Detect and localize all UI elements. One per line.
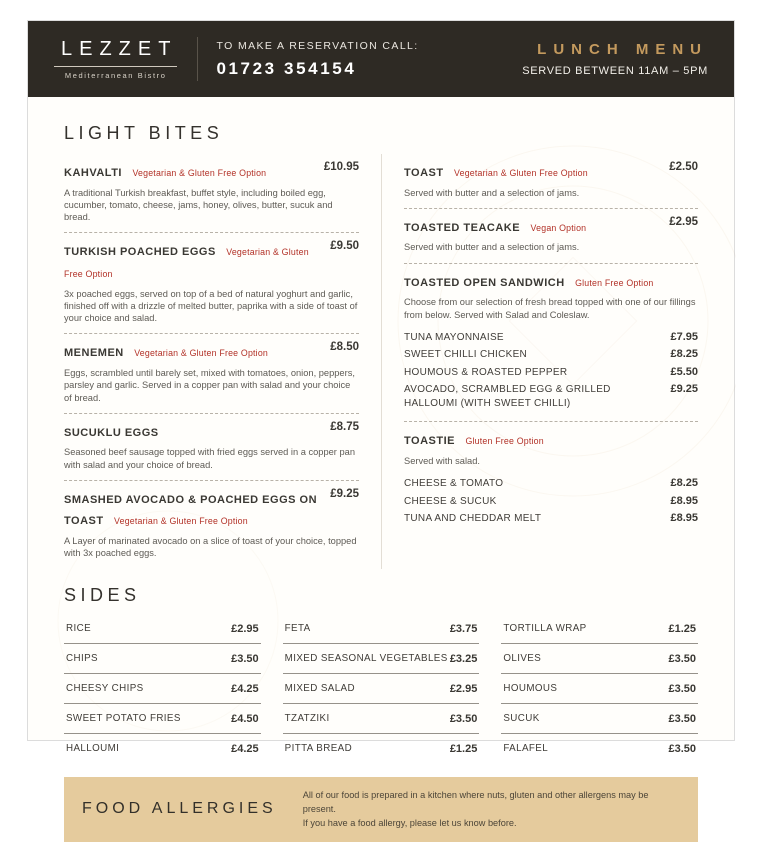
option-price: £8.25 [670, 348, 698, 361]
menu-item-title [64, 161, 324, 183]
light-bites-right-column [381, 154, 698, 569]
reservation-block [216, 40, 418, 79]
side-name: FALAFEL [503, 743, 549, 755]
option-row [404, 329, 698, 347]
menu-item-header [404, 271, 698, 293]
side-price: £1.25 [449, 742, 478, 755]
menu-item-price: £10.95 [323, 161, 359, 173]
side-name: CHEESY CHIPS [66, 683, 144, 695]
side-name: SWEET POTATO FRIES [66, 713, 181, 725]
dietary-label: Vegan Option [530, 222, 587, 233]
menu-item-header [404, 429, 698, 451]
light-bites-columns [64, 154, 698, 569]
menu-item-description: 3x poached eggs, served on top of a bed of natural yoghurt and garlic, finished off with a drizzle of melted butter, paprika with a side of toast of your choice and salad. [64, 288, 358, 324]
menu-item-header [64, 488, 359, 531]
sides-column-2 [283, 614, 480, 763]
menu-hours: SERVED BETWEEN 11AM – 5PM [522, 65, 708, 77]
side-name: FETA [284, 623, 311, 635]
option-name: HOUMOUS & ROASTED PEPPER [404, 366, 568, 378]
menu-item-header [64, 421, 359, 443]
side-item [64, 704, 261, 734]
option-price: £8.95 [670, 494, 698, 507]
menu-item-description: A Layer of marinated avocado on a slice of toast of your choice, topped with 3x poached eggs. [64, 536, 357, 559]
side-price: £2.95 [231, 622, 259, 635]
side-price: £3.50 [449, 712, 478, 725]
menu-item-title [64, 421, 330, 443]
dietary-label: Vegetarian & Gluten Free Option [114, 516, 248, 527]
side-name: HALLOUMI [66, 743, 120, 755]
menu-item-kahvalti [64, 154, 359, 232]
option-price: £7.95 [670, 330, 698, 343]
option-row [404, 364, 698, 382]
menu-item-description: Eggs, scrambled until barely set, mixed with tomatoes, onion, peppers, parsley and garlic. Served in a copper pan with salad and your choice of bread. [64, 367, 355, 403]
dietary-label: Gluten Free Option [575, 277, 654, 288]
dietary-label: Vegetarian & Gluten Free Option [64, 247, 309, 279]
menu-item-price: £8.50 [330, 341, 359, 354]
sides-column-1 [64, 614, 261, 763]
option-name: CHEESE & SUCUK [404, 495, 497, 507]
menu-item-header [404, 216, 698, 238]
side-price: £4.25 [231, 742, 259, 755]
menu-item-title [404, 216, 669, 238]
side-price: £3.75 [449, 622, 478, 635]
menu-page [27, 20, 735, 829]
logo [54, 38, 177, 80]
menu-item-description: Served with butter and a selection of jams. [404, 242, 580, 253]
side-name: HOUMOUS [503, 683, 558, 695]
side-price: £4.50 [231, 712, 259, 725]
menu-item-description: Seasoned beef sausage topped with fried eggs served in a copper pan with salad and your choice of bread. [64, 447, 355, 470]
side-item [64, 614, 261, 644]
menu-item-sucuklu-eggs [64, 413, 359, 480]
menu-item-name: MENEMEN [64, 347, 124, 360]
menu-item-toast [404, 154, 698, 208]
side-item [501, 644, 698, 674]
menu-item-header [64, 341, 359, 363]
menu-item-smashed-avocado [64, 480, 359, 569]
logo-subtitle: Mediterranean Bistro [64, 71, 167, 80]
menu-content [28, 97, 734, 842]
option-price: £8.25 [670, 477, 698, 490]
side-price: £1.25 [668, 622, 697, 635]
side-item [283, 644, 480, 674]
side-name: MIXED SALAD [284, 683, 355, 695]
option-row [404, 381, 698, 412]
menu-item-header [64, 161, 359, 183]
dietary-label: Vegetarian & Gluten Free Option [134, 348, 269, 359]
menu-item-options [404, 475, 698, 528]
menu-item-name: TOASTED OPEN SANDWICH [404, 276, 565, 289]
option-name: CHEESE & TOMATO [404, 478, 504, 490]
side-name: CHIPS [66, 653, 98, 665]
menu-item-name: SMASHED AVOCADO & POACHED EGGS ON TOAST [64, 493, 318, 528]
food-allergies-text [303, 788, 682, 831]
menu-item-toasted-open-sandwich [404, 263, 698, 422]
side-name: SUCUK [503, 713, 540, 725]
side-item [501, 704, 698, 734]
food-allergies-title: FOOD ALLERGIES [82, 799, 277, 817]
side-price: £3.50 [231, 652, 259, 665]
side-price: £3.50 [668, 742, 697, 755]
side-item [64, 674, 261, 704]
option-price: £8.95 [670, 512, 698, 525]
side-item [283, 614, 480, 644]
food-allergies-line2: If you have a food allergy, please let us know before. [302, 818, 517, 829]
side-name: PITTA BREAD [284, 743, 353, 755]
side-name: OLIVES [503, 653, 542, 665]
side-item [64, 644, 261, 674]
option-price: £9.25 [670, 383, 698, 396]
reservation-phone: 01723 354154 [216, 58, 357, 78]
side-item [64, 734, 261, 763]
side-item [283, 674, 480, 704]
option-name: AVOCADO, SCRAMBLED EGG & GRILLED HALLOUMI (WITH SWEET CHILLI) [404, 384, 611, 409]
menu-item-title [404, 429, 698, 451]
menu-item-title [404, 271, 698, 293]
menu-item-price: £2.95 [669, 215, 698, 228]
menu-item-price: £9.25 [330, 487, 359, 500]
menu-item-price: £2.50 [669, 161, 698, 173]
lunch-menu-block [522, 41, 708, 77]
side-name: RICE [66, 623, 92, 635]
side-name: TORTILLA WRAP [503, 623, 587, 635]
menu-item-title [404, 161, 669, 183]
menu-item-description: A traditional Turkish breakfast, buffet style, including boiled egg, cucumber, tomato, cheese, jams, honey, olives, butter, sucuk and bread. [64, 187, 333, 223]
option-row [404, 510, 698, 528]
side-item [283, 704, 480, 734]
option-row [404, 475, 698, 493]
option-row [404, 346, 698, 364]
header-divider [197, 37, 198, 81]
menu-item-title [64, 341, 330, 363]
menu-item-price: £9.50 [330, 240, 359, 253]
option-row [404, 493, 698, 511]
side-name: TZATZIKI [284, 713, 330, 725]
menu-item-name: TOASTED TEACAKE [404, 221, 521, 234]
menu-item-price: £8.75 [330, 420, 359, 433]
menu-item-description: Served with butter and a selection of jams. [404, 187, 580, 198]
menu-item-toasted-teacake [404, 208, 698, 263]
option-name: TUNA AND CHEDDAR MELT [404, 513, 542, 525]
option-name: SWEET CHILLI CHICKEN [404, 349, 528, 361]
menu-item-name: KAHVALTI [64, 167, 122, 179]
side-item [501, 614, 698, 644]
menu-item-name: SUCUKLU EGGS [64, 426, 159, 439]
side-item [501, 734, 698, 763]
sides-columns [64, 614, 698, 763]
side-price: £2.95 [449, 682, 478, 695]
side-item [283, 734, 480, 763]
side-name: MIXED SEASONAL VEGETABLES [284, 653, 448, 665]
reservation-label: TO MAKE A RESERVATION CALL: [216, 39, 419, 52]
menu-item-name: TOAST [404, 167, 444, 179]
menu-item-menemen [64, 333, 359, 412]
side-price: £3.25 [449, 652, 478, 665]
side-price: £3.50 [668, 712, 697, 725]
menu-item-description: Choose from our selection of fresh bread topped with one of our fillings from below. Served with Salad and Coleslaw. [404, 297, 696, 320]
menu-item-toastie [404, 421, 698, 536]
logo-divider [54, 66, 177, 67]
menu-item-title [64, 488, 330, 531]
side-price: £3.50 [668, 682, 697, 695]
side-price: £3.50 [668, 652, 697, 665]
food-allergies-line1: All of our food is prepared in a kitchen where nuts, gluten and other allergens may be present. [302, 789, 649, 814]
dietary-label: Vegetarian & Gluten Free Option [454, 168, 588, 178]
menu-item-options [404, 329, 698, 413]
food-allergies-banner [64, 777, 698, 842]
menu-item-turkish-poached-eggs [64, 232, 359, 333]
section-title-sides: SIDES [64, 584, 141, 605]
menu-item-title [64, 240, 330, 283]
side-item [501, 674, 698, 704]
dietary-label: Vegetarian & Gluten Free Option [132, 168, 267, 178]
menu-item-name: TOASTIE [404, 435, 455, 448]
option-price: £5.50 [670, 365, 698, 378]
logo-name: LEZZET [61, 38, 178, 60]
menu-item-name: TURKISH POACHED EGGS [64, 246, 216, 259]
section-title-light-bites: LIGHT BITES [64, 123, 224, 143]
menu-title: LUNCH MENU [537, 41, 708, 58]
option-name: TUNA MAYONNAISE [404, 331, 504, 343]
dietary-label: Gluten Free Option [465, 436, 544, 447]
header-bar [28, 21, 734, 97]
sides-column-3 [501, 614, 698, 763]
menu-item-header [64, 240, 359, 283]
menu-item-header [404, 161, 698, 183]
menu-item-description: Served with salad. [404, 455, 480, 466]
light-bites-left-column [64, 154, 381, 569]
side-price: £4.25 [231, 682, 259, 695]
